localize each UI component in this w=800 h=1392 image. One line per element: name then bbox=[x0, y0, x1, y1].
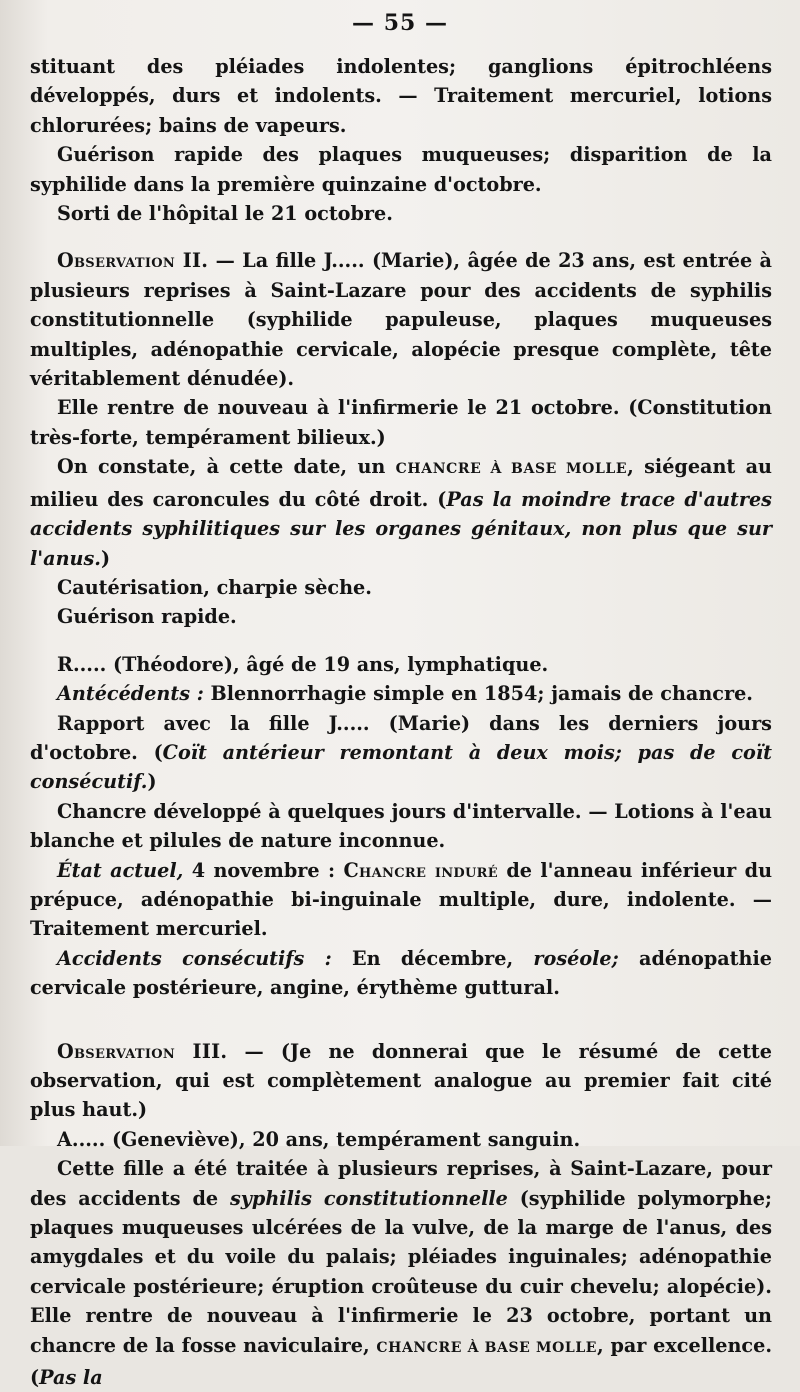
observation-3-patient: A..... (Geneviève), 20 ans, tempérament sanguin. bbox=[57, 1127, 581, 1151]
observation-2-readmission: Elle rentre de nouveau à l'infirmerie le 21 octobre. (Constitution très-forte, tempérament bilieux.) bbox=[30, 396, 772, 449]
observation-3-label: Observation III. bbox=[57, 1039, 228, 1063]
observation-3-intro: Observation III. — (Je ne donnerai que le résumé de cette observation, qui est complètement analogue au premier fait cité plus haut.) bbox=[30, 1039, 772, 1122]
observation-3-history: Cette fille a été traitée à plusieurs reprises, à Saint-Lazare, pour des accidents de syphilis constitutionnelle (syphilide polymorphe; plaques muqueuses ulcérées de la vulve, de la marge de l'anus, des amygdales et du voile du palais; pléiades inguinales; adénopathie cervicale postérieure; éruption croûteuse du cuir chevelu; alopécie). Elle rentre de nouveau à l'infirmerie le 23 octobre, portant un chancre de la fosse naviculaire, CHANCRE À BASE MOLLE, par excellence. (Pas la bbox=[30, 1157, 773, 1390]
observation-2-intro: Observation II. — La fille J..... (Marie), âgée de 23 ans, est entrée à plusieurs reprises à Saint-Lazare pour des accidents de syphilis constitutionnelle (syphilide papuleuse, plaques muqueuses multiples, adénopathie cervicale, alopécie presque complète, tête véritablement dénudée). bbox=[30, 249, 772, 391]
case-r-current-state: État actuel, 4 novembre : Chancre induré de l'anneau inférieur du prépuce, adénopathie bi-inguinale multiple, dure, indolente. — Traitement mercuriel. bbox=[30, 858, 773, 941]
case-r-antecedents: Antécédents : Blennorrhagie simple en 1854; jamais de chancre. bbox=[57, 682, 753, 706]
case-r-consecutive: Accidents consécutifs : En décembre, roséole; adénopathie cervicale postérieure, angine, érythème guttural. bbox=[30, 946, 772, 1000]
observation-2-treatment: Cautérisation, charpie sèche. bbox=[57, 575, 372, 599]
page-number: — 55 — bbox=[352, 10, 448, 36]
observation-2-label: Observation II. bbox=[57, 249, 209, 273]
paragraph-discharge: Sorti de l'hôpital le 21 octobre. bbox=[57, 202, 393, 226]
observation-2-finding: On constate, à cette date, un CHANCRE À BASE MOLLE, siégeant au milieu des caroncules du côté droit. (Pas la moindre trace d'autres accidents syphilitiques sur les organes génitaux, non plus que sur l'anus.) bbox=[30, 455, 772, 570]
paragraph-continuation: stituant des pléiades indolentes; ganglions épitrochléens développés, durs et indolents. — Traitement mercuriel, lotions chlorurées; bains de vapeurs. bbox=[30, 55, 772, 137]
observation-2-outcome: Guérison rapide. bbox=[57, 605, 237, 629]
paragraph-healing: Guérison rapide des plaques muqueuses; disparition de la syphilide dans la première quinzaine d'octobre. bbox=[30, 143, 772, 196]
page-body bbox=[30, 52, 772, 1392]
case-r-intro: R..... (Théodore), âgé de 19 ans, lymphatique. bbox=[57, 652, 549, 676]
case-r-chancre: Chancre développé à quelques jours d'intervalle. — Lotions à l'eau blanche et pilules de nature inconnue. bbox=[30, 799, 772, 853]
case-r-contact: Rapport avec la fille J..... (Marie) dans les derniers jours d'octobre. (Coït antérieur remontant à deux mois; pas de coït consécutif.) bbox=[30, 711, 773, 794]
